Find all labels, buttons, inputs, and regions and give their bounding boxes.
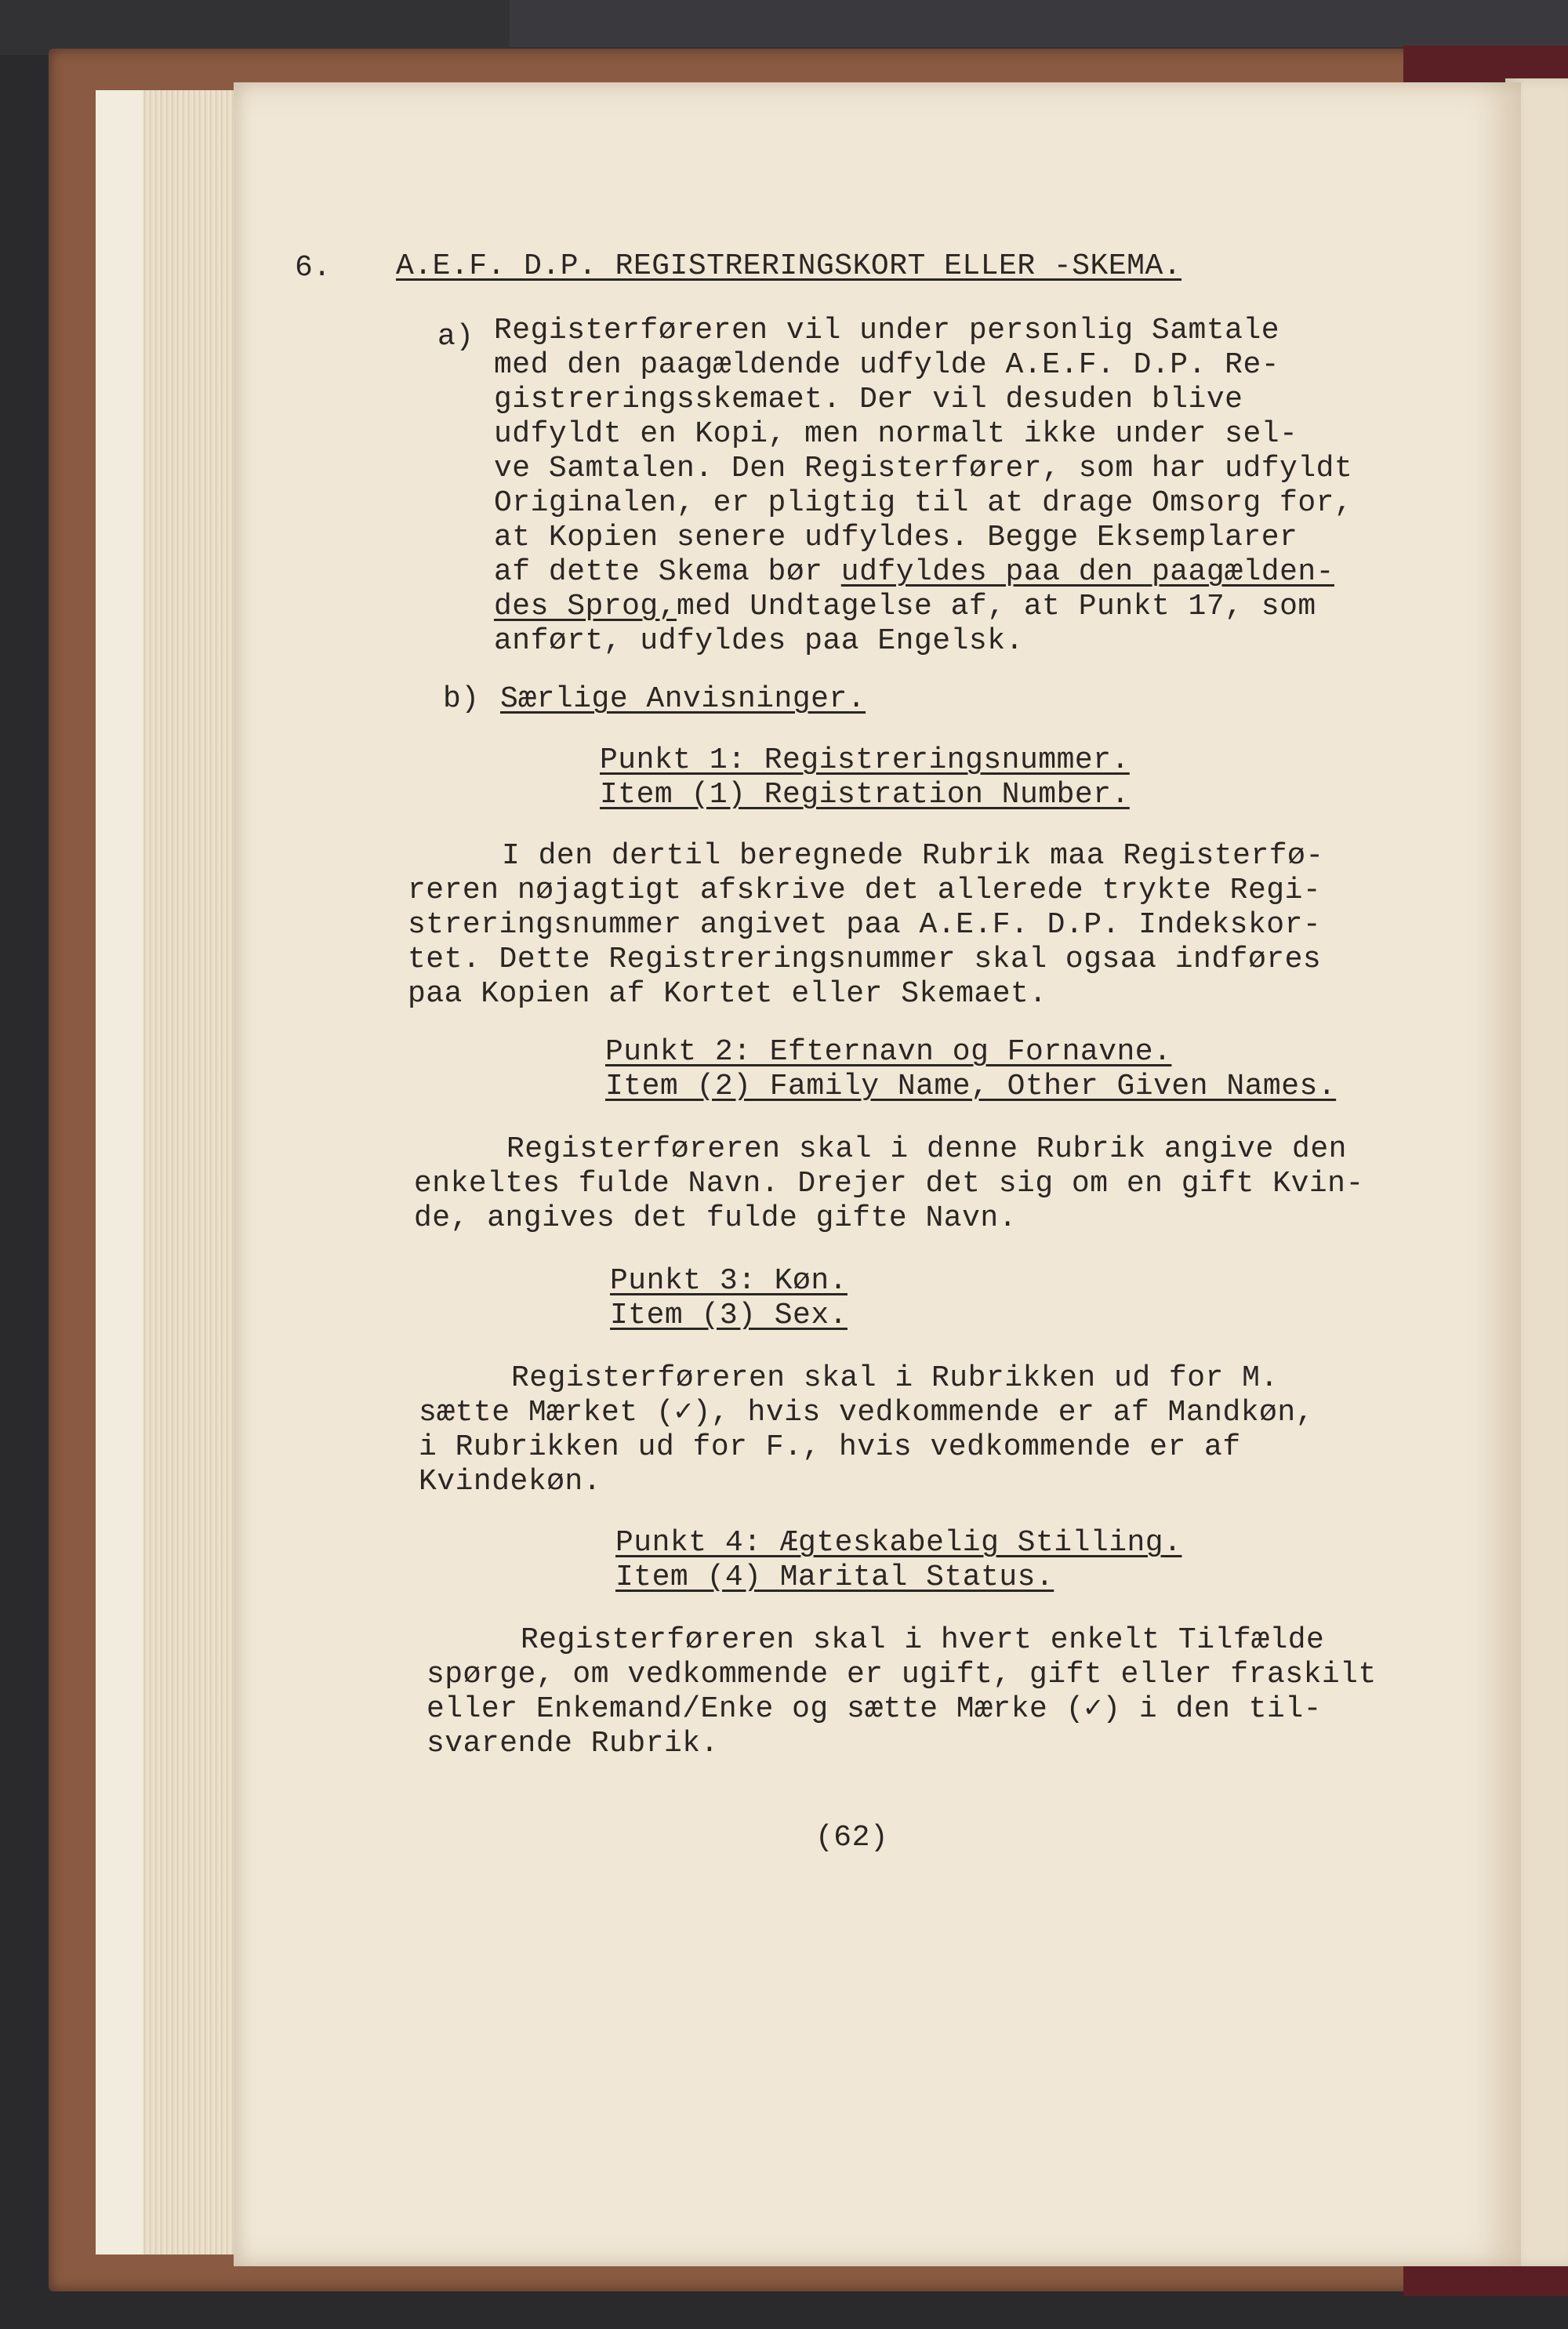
item-1-body-line-3: streringsnummer angivet paa A.E.F. D.P. Indekskor-: [408, 908, 1322, 942]
part-a-line-9-text: med Undtagelse af, at Punkt 17, som: [677, 590, 1316, 623]
part-a-line-2: med den paagældende udfylde A.E.F. D.P. Re-: [494, 348, 1280, 382]
item-2-item-heading: Item (2) Family Name, Other Given Names.: [605, 1070, 1337, 1103]
part-a-line-5: ve Samtalen. Den Registerfører, som har udfyldt: [494, 452, 1353, 485]
part-a-line-4: udfyldt en Kopi, men normalt ikke under sel-: [494, 417, 1298, 451]
item-4-body-line-4: svarende Rubrik.: [426, 1727, 719, 1760]
item-1-body-line-1: I den dertil beregnede Rubrik maa Registerfø-: [502, 839, 1324, 873]
page-number: (62): [815, 1821, 889, 1855]
item-4-body-line-3: eller Enkemand/Enke og sætte Mærke (✓) i den til-: [426, 1692, 1322, 1726]
item-1-punkt-heading: Punkt 1: Registreringsnummer.: [600, 743, 1130, 777]
part-a-line-7: at Kopien senere udfyldes. Begge Eksemplarer: [494, 521, 1298, 554]
part-a-line-3: gistreringsskemaet. Der vil desuden blive: [494, 383, 1243, 416]
item-4-body-line-2: spørge, om vedkommende er ugift, gift eller fraskilt: [426, 1658, 1377, 1691]
part-a-line-9: [494, 590, 1316, 624]
item-2-body-line-1: Registerføreren skal i denne Rubrik angive den: [506, 1132, 1347, 1166]
item-2-body-line-3: de, angives det fulde gifte Navn.: [414, 1201, 1018, 1235]
item-1-item-heading: Item (1) Registration Number.: [600, 778, 1130, 812]
item-3-body-line-3: i Rubrikken ud for F., hvis vedkommende er af: [419, 1430, 1241, 1464]
part-a-line-8-text: af dette Skema bør: [494, 555, 841, 589]
part-b-label: b): [443, 682, 480, 716]
part-a-line-1: Registerføreren vil under personlig Samtale: [494, 314, 1280, 347]
item-1-body-line-5: paa Kopien af Kortet eller Skemaet.: [408, 977, 1047, 1011]
item-3-item-heading: Item (3) Sex.: [610, 1299, 848, 1332]
item-2-body-line-2: enkeltes fulde Navn. Drejer det sig om en gift Kvin-: [414, 1167, 1364, 1201]
item-1-body-line-4: tet. Dette Registreringsnummer skal ogsaa indføres: [408, 943, 1322, 976]
section-title: A.E.F. D.P. REGISTRERINGSKORT ELLER -SKEMA.: [396, 249, 1182, 283]
item-4-punkt-heading: Punkt 4: Ægteskabelig Stilling.: [615, 1526, 1182, 1560]
item-1-body-line-2: reren nøjagtigt afskrive det allerede trykte Regi-: [408, 874, 1322, 907]
part-a-line-10: anført, udfyldes paa Engelsk.: [494, 624, 1024, 658]
part-a-line-6: Originalen, er pligtig til at drage Omsorg for,: [494, 486, 1353, 520]
item-4-body-line-1: Registerføreren skal i hvert enkelt Tilfælde: [521, 1623, 1325, 1657]
item-3-body-line-2: sætte Mærket (✓), hvis vedkommende er af Mandkøn,: [419, 1396, 1314, 1430]
part-a-label: a): [437, 320, 474, 354]
item-3-body-line-4: Kvindekøn.: [419, 1465, 602, 1499]
part-a-line-9-underlined: des Sprog,: [494, 590, 677, 623]
part-a-line-8-underlined: udfyldes paa den paagælden-: [840, 555, 1334, 589]
item-2-punkt-heading: Punkt 2: Efternavn og Fornavne.: [605, 1035, 1172, 1069]
section-number: 6.: [295, 251, 332, 285]
item-3-body-line-1: Registerføreren skal i Rubrikken ud for M.: [511, 1361, 1279, 1395]
part-b-title: Særlige Anvisninger.: [500, 682, 866, 716]
item-3-punkt-heading: Punkt 3: Køn.: [610, 1264, 848, 1298]
item-4-item-heading: Item (4) Marital Status.: [615, 1561, 1054, 1594]
part-a-line-8: [494, 555, 1334, 590]
